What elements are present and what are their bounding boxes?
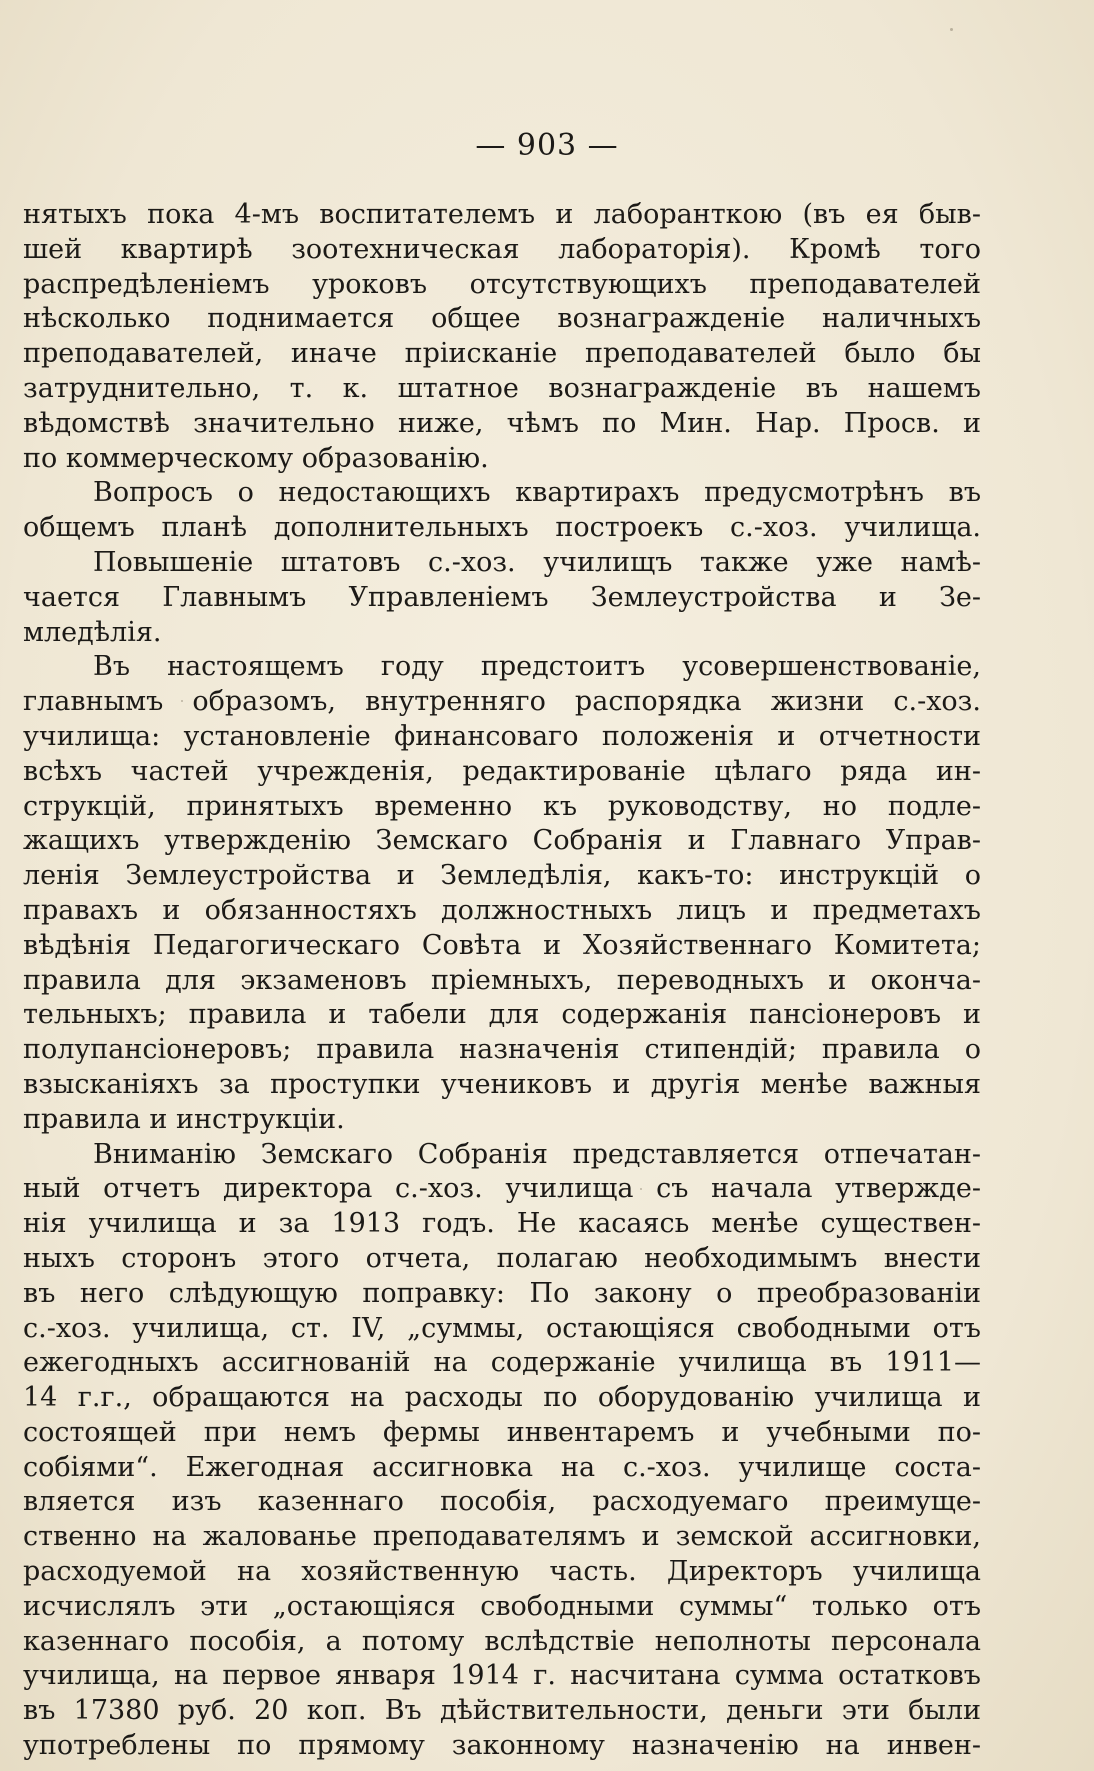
text-line: въ 17380 руб. 20 коп. Въ дѣйствительности, деньги эти были (23, 1695, 981, 1727)
text-line: тельныхъ; правила и табели для содержанія пансіонеровъ и (23, 999, 981, 1031)
text-line: ежегодныхъ ассигнованій на содержаніе училища въ 1911— (23, 1347, 981, 1379)
text-line: преподавателей, иначе пріисканіе преподавателей было бы (23, 338, 981, 370)
text-line: 14 г.г., обращаются на расходы по оборудованію училища и (23, 1382, 981, 1414)
paragraph (23, 476, 981, 546)
text-line: с.-хоз. училища, ст. IV, „суммы, остающіяся свободными отъ (23, 1312, 981, 1344)
text-line: правила для экзаменовъ пріемныхъ, переводныхъ и оконча- (23, 964, 981, 996)
text-line: исчислялъ эти „остающіяся свободными суммы“ только отъ (23, 1590, 981, 1622)
text-line: взысканіяхъ за проступки учениковъ и другія менѣе важныя (23, 1068, 981, 1100)
text-line: жащихъ утвержденію Земскаго Собранія и Главнаго Управ- (23, 825, 981, 857)
text-line: шей квартирѣ зоотехническая лабораторія). Кромѣ того (23, 233, 981, 265)
text-line: ный отчетъ директора с.-хоз. училища съ начала утвержде- (23, 1173, 981, 1205)
text-line: ственно на жалованье преподавателямъ и земской ассигновки, (23, 1521, 981, 1553)
text-line: мледѣлія. (23, 616, 162, 648)
text-line: правила и инструкціи. (23, 1103, 345, 1135)
text-line: Вопросъ о недостающихъ квартирахъ предусмотрѣнъ въ (93, 477, 981, 509)
text-line: затруднительно, т. к. штатное вознагражденіе въ нашемъ (23, 372, 981, 404)
text-line: собіями“. Ежегодная ассигновка на с.-хоз. училище соста- (23, 1451, 981, 1483)
text-line: всѣхъ частей учрежденія, редактированіе цѣлаго ряда ин- (23, 755, 981, 787)
text-line: училища: установленіе финансоваго положенія и отчетности (23, 720, 981, 752)
text-line: распредѣленіемъ уроковъ отсутствующихъ преподавателей (23, 268, 981, 300)
paragraph (23, 1138, 981, 1764)
text-line: Вниманію Земскаго Собранія представляется отпечатан- (93, 1138, 981, 1170)
paragraph (23, 198, 981, 476)
text-line: въ него слѣдующую поправку: По закону о преобразованіи (23, 1277, 981, 1309)
text-line: казеннаго пособія, а потому вслѣдствіе неполноты персонала (23, 1625, 981, 1657)
text-line: нятыхъ пока 4-мъ воспитателемъ и лаборанткою (въ ея быв- (23, 199, 981, 230)
text-line: расходуемой на хозяйственную часть. Директоръ училища (23, 1556, 981, 1588)
paper-speck (950, 28, 953, 31)
text-line: вляется изъ казеннаго пособія, расходуемаго преимуще- (23, 1486, 981, 1518)
text-line: вѣдѣнія Педагогическаго Совѣта и Хозяйственнаго Комитета; (23, 929, 981, 961)
body-text (23, 198, 981, 1764)
text-line: чается Главнымъ Управленіемъ Землеустройства и Зе- (23, 581, 981, 613)
page-number: — 903 — (475, 128, 619, 163)
text-line: нія училища и за 1913 годъ. Не касаясь менѣе существен- (23, 1208, 981, 1240)
text-line: употреблены по прямому законному назначенію на инвен- (23, 1730, 981, 1762)
paper-speck (181, 700, 183, 702)
text-line: общемъ планѣ дополнительныхъ построекъ с.-хоз. училища. (23, 512, 981, 544)
text-line: полупансіонеровъ; правила назначенія стипендій; правила о (23, 1034, 981, 1066)
paragraph (23, 650, 981, 1137)
paper-speck (640, 1188, 642, 1190)
text-line: струкцій, принятыхъ временно къ руководству, но подле- (23, 790, 981, 822)
text-line: по коммерческому образованію. (23, 442, 489, 474)
text-line: нѣсколько поднимается общее вознагражденіе наличныхъ (23, 303, 981, 335)
text-line: ныхъ сторонъ этого отчета, полагаю необходимымъ внести (23, 1242, 981, 1274)
text-line: ленія Землеустройства и Земледѣлія, какъ-то: инструкцій о (23, 860, 981, 892)
text-line: Повышеніе штатовъ с.-хоз. училищъ также уже намѣ- (93, 546, 981, 578)
text-line: училища, на первое января 1914 г. насчитана сумма остатковъ (23, 1660, 981, 1692)
text-line: состоящей при немъ фермы инвентаремъ и учебными по- (23, 1416, 981, 1448)
text-line: правахъ и обязанностяхъ должностныхъ лицъ и предметахъ (23, 894, 981, 926)
text-line: главнымъ образомъ, внутренняго распорядка жизни с.-хоз. (23, 686, 981, 718)
text-line: вѣдомствѣ значительно ниже, чѣмъ по Мин. Нар. Просв. и (23, 407, 981, 439)
paragraph (23, 546, 981, 650)
text-line: Въ настоящемъ году предстоитъ усовершенствованіе, (93, 651, 981, 683)
